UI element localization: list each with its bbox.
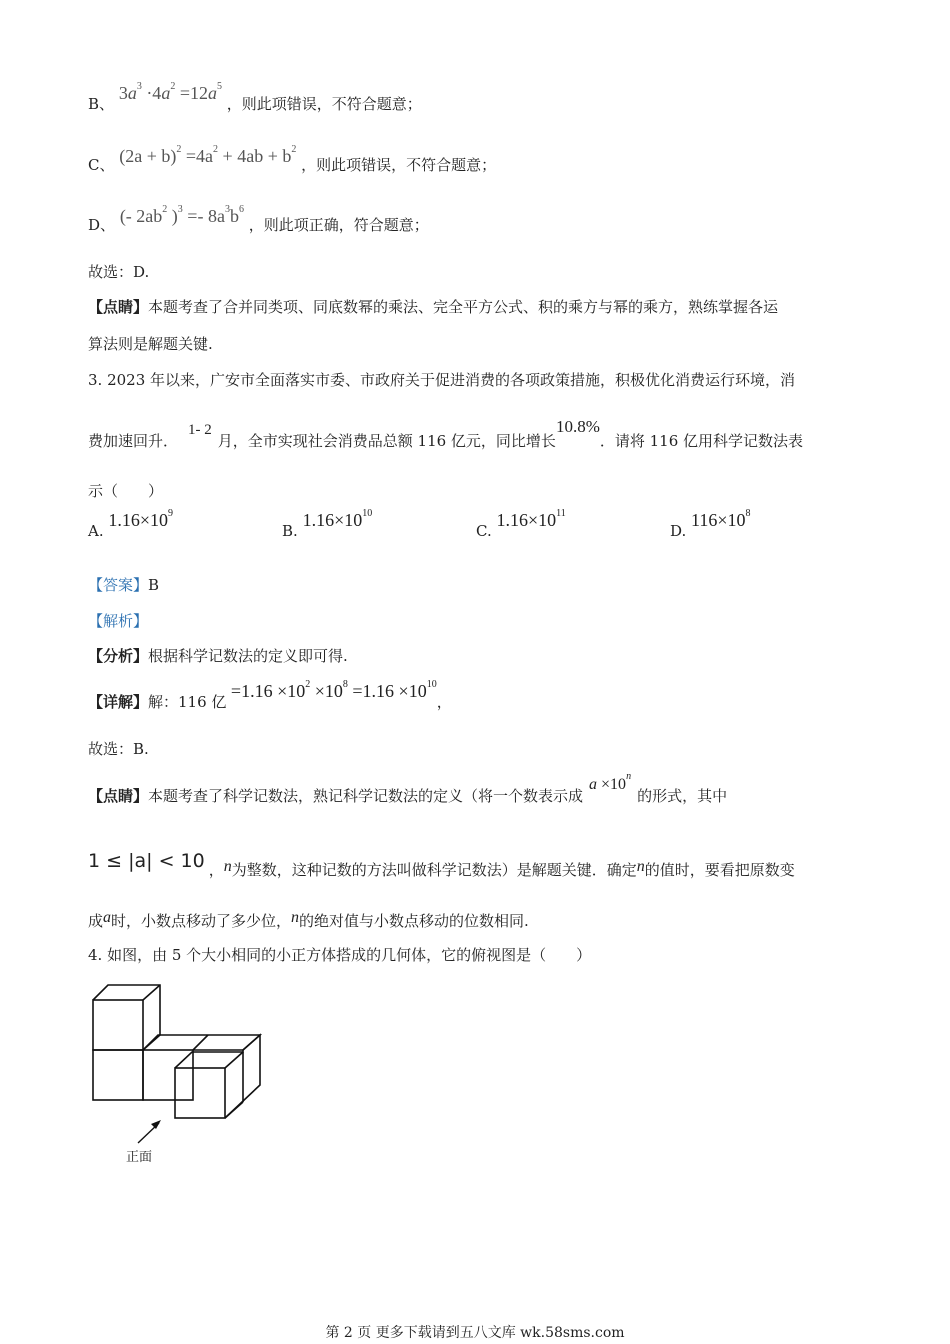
q3-comment-line1	[88, 771, 728, 808]
month-range: 1- 2	[188, 422, 212, 438]
formula: (- $2ab^2$ )$^3 =- 8a^3b^6$	[119, 204, 244, 226]
q3-line1: 3. 2023 年以来，广安市全面落实市委、市政府关于促进消费的各项政策措施，积极优化消费运行环境，消	[88, 371, 796, 389]
formula: $1.16\times 10^{11}$	[496, 508, 566, 530]
q3-line2	[88, 417, 804, 453]
formula: $116\times 10^8$	[691, 508, 751, 530]
fenxi-tag: 【分析】	[88, 647, 149, 665]
answer-tag: 【答案】	[88, 576, 149, 594]
cube-face	[175, 1068, 225, 1118]
arrow-head-icon	[151, 1120, 161, 1129]
q3-comment-line2	[88, 850, 795, 882]
formula: $a \times 10^n$	[589, 771, 632, 793]
figure-label: 正面	[126, 1150, 153, 1165]
formula: $(2a + b)^2 =4a^2 + 4ab + b^2$	[119, 144, 297, 166]
comment-text: 本题考查了合并同类项、同底数幂的乘法、完全平方公式、积的乘方与幂的乘方，熟练掌握各运	[148, 298, 779, 316]
option-label: D.	[670, 522, 687, 540]
comment-tag: 【点睛】	[88, 298, 149, 316]
q2-comment-line1	[88, 296, 778, 318]
option-text: ，则此项错误，不符合题意；	[301, 156, 497, 174]
option-label: B、	[88, 95, 115, 113]
detail-tag: 【详解】	[88, 693, 149, 711]
comment-text: 本题考查了科学记数法，熟记科学记数法的定义（将一个数表示成	[148, 787, 584, 805]
text: 的绝对值与小数点移动的位数相同.	[299, 912, 529, 930]
option-label: A.	[88, 522, 104, 540]
page-footer: 第 2 页 更多下载请到五八文库 wk.58sms.com	[325, 1325, 625, 1341]
formula: $1.16\times 10^9$	[108, 508, 174, 530]
formula: $=1.16 \times 10^2 \times 10^8 =1.16 \times 10^{10}$	[226, 679, 437, 701]
text: 费加速回升．	[88, 432, 179, 450]
option-d-line	[88, 204, 429, 236]
option-label: C、	[88, 156, 115, 174]
q3-fenxi	[88, 645, 348, 667]
q3-option-c[interactable]	[476, 508, 566, 541]
var-n: n	[291, 909, 300, 926]
var-n: n	[636, 858, 645, 875]
cube-edge	[175, 1050, 243, 1068]
growth-percent: 10.8%	[555, 417, 600, 436]
option-c-line	[88, 144, 497, 176]
q3-comment-line3	[88, 910, 529, 933]
var-a: a	[103, 909, 112, 926]
fenxi-text: 根据科学记数法的定义即可得.	[148, 647, 348, 665]
cube-face	[93, 1000, 143, 1050]
q2-comment-line2: 算法则是解题关键.	[88, 335, 213, 353]
option-text: ，则此项正确，符合题意；	[248, 216, 429, 234]
text: 月，全市实现社会消费品总额 116 亿元，同比增长	[217, 432, 556, 450]
q3-detail	[88, 679, 452, 713]
cube-face	[93, 1050, 143, 1100]
q3-answer	[88, 574, 159, 596]
q3-analysis-tag: 【解析】	[88, 612, 149, 630]
cube-edge	[225, 1052, 243, 1068]
comment-text: 的形式，其中	[637, 787, 728, 805]
text: 为整数，这种记数的方法叫做科学记数法）是解题关键．确定	[231, 861, 637, 879]
detail-text: 解：116 亿	[148, 693, 227, 711]
option-label: C.	[476, 522, 492, 540]
option-text: ，则此项错误，不符合题意；	[226, 95, 422, 113]
text: 的值时，要看把原数变	[644, 861, 795, 879]
cube-edge	[225, 1102, 243, 1118]
text: 时，小数点移动了多少位，	[111, 912, 292, 930]
cube-figure	[88, 980, 278, 1170]
q3-choose: 故选：B.	[88, 740, 149, 758]
text: ．请将 116 亿用科学记数法表	[599, 432, 804, 450]
text: 成	[88, 912, 104, 930]
formula: $1.16\times 10^{10}$	[302, 508, 373, 530]
var-n: n	[223, 858, 232, 875]
cube-edge	[193, 1035, 208, 1050]
cube-edge	[143, 985, 160, 1000]
q3-option-b[interactable]	[282, 508, 373, 541]
option-label: D、	[88, 216, 116, 234]
formula: $3a^3 \cdot 4a^2 =12a^5$	[118, 81, 222, 103]
option-b-line	[88, 81, 422, 115]
q3-option-d[interactable]	[670, 508, 751, 541]
comment-tag: 【点睛】	[88, 787, 149, 805]
q4-line1: 4. 如图，由 5 个大小相同的小正方体搭成的几何体，它的俯视图是（ ）	[88, 946, 592, 964]
option-label: B.	[282, 522, 298, 540]
detail-text: ，	[436, 693, 452, 711]
text: ，	[208, 861, 224, 879]
q3-option-a[interactable]	[88, 508, 174, 541]
q3-line3: 示（ ）	[88, 482, 164, 500]
inequality: 1 ≤ |a| < 10	[88, 850, 205, 872]
cube-edge	[143, 1035, 208, 1050]
answer-value: B	[148, 576, 160, 594]
q2-choose: 故选：D.	[88, 263, 150, 281]
